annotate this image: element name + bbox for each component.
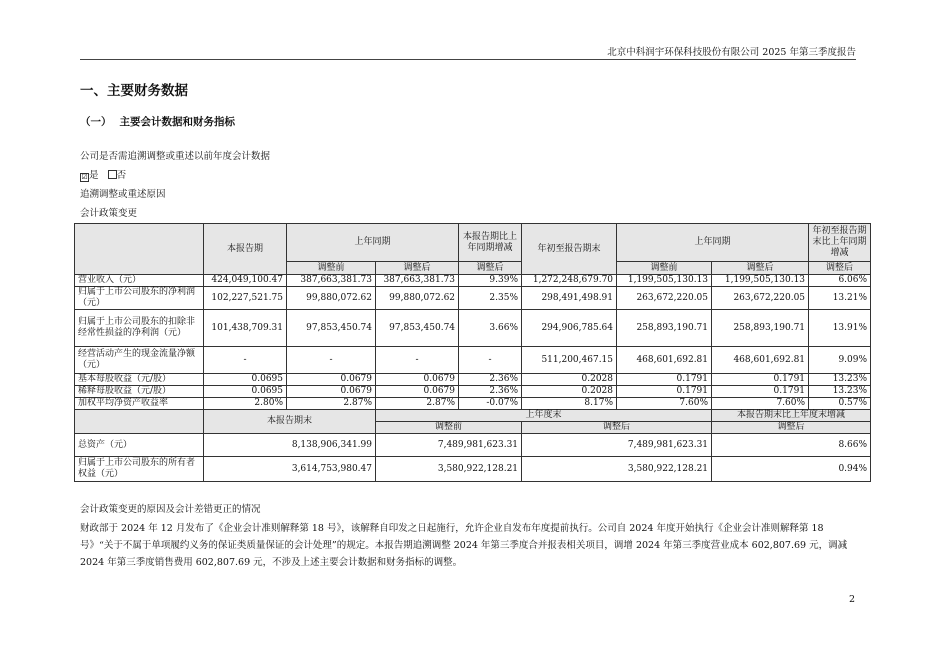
financial-data-table — [74, 223, 871, 482]
cell-ytd-after: 0.1791 — [712, 386, 809, 398]
cell-ytd-change: 9.09% — [809, 347, 871, 374]
cell-prev-before: 2.87% — [287, 398, 376, 410]
cell-prev-before: 99,880,072.62 — [287, 287, 376, 310]
bottom-header-blank — [75, 410, 204, 434]
cell-ytd-after: 1,199,505,130.13 — [712, 275, 809, 287]
checkbox-no — [108, 170, 117, 179]
cell-prev-before: 387,663,381.73 — [287, 275, 376, 287]
cell-period-change: 8.66% — [712, 434, 871, 457]
cell-current: 0.0695 — [204, 374, 287, 386]
cell-current: 102,227,521.75 — [204, 287, 287, 310]
subsection-number: （一） — [80, 116, 112, 128]
cell-change: 2.36% — [459, 386, 522, 398]
cell-ytd-before: 0.1791 — [617, 374, 712, 386]
cell-ytd-before: 468,601,692.81 — [617, 347, 712, 374]
cell-prev-after: 97,853,450.74 — [376, 310, 459, 347]
cell-current: 2.80% — [204, 398, 287, 410]
cell-current: 0.0695 — [204, 386, 287, 398]
retro-question: 公司是否需追溯调整或重述以前年度会计数据 — [80, 151, 271, 162]
sub-header-before: 调整前 — [287, 262, 376, 275]
bottom-sub-header-after: 调整后 — [522, 422, 712, 434]
header-ytd-same: 上年同期 — [617, 224, 809, 262]
cell-ytd-change: 6.06% — [809, 275, 871, 287]
checkbox-yes: ☑ — [81, 173, 88, 181]
cell-ytd-change: 13.23% — [809, 386, 871, 398]
cell-change: 2.36% — [459, 374, 522, 386]
cell-prev-after: - — [376, 347, 459, 374]
row-label: 基本每股收益（元/股） — [75, 374, 204, 386]
header-blank — [75, 224, 204, 275]
cell-ytd-after: 468,601,692.81 — [712, 347, 809, 374]
cell-ytd-before: 258,893,190.71 — [617, 310, 712, 347]
header-same-period: 上年同期 — [287, 224, 459, 262]
cell-prev-before: 97,853,450.74 — [287, 310, 376, 347]
section-title: 一、主要财务数据 — [80, 83, 188, 99]
header-ytd-change: 年初至报告期末比上年同期增减 — [809, 224, 871, 262]
cell-ytd-after: 0.1791 — [712, 374, 809, 386]
cell-prev-before: - — [287, 347, 376, 374]
cell-ytd: 1,272,248,679.70 — [522, 275, 617, 287]
header-rule — [80, 59, 856, 60]
subsection-label: 主要会计数据和财务指标 — [119, 116, 235, 128]
row-label: 归属于上市公司股东的扣除非经常性损益的净利润（元） — [75, 310, 204, 347]
retro-reason-value: 会计政策变更 — [80, 208, 138, 219]
cell-current: 424,049,100.47 — [204, 275, 287, 287]
subsection-title — [80, 114, 235, 129]
bottom-header-last-year-end: 上年度末 — [376, 410, 712, 422]
cell-change: - — [459, 347, 522, 374]
table-row — [75, 374, 871, 386]
cell-ytd: 8.17% — [522, 398, 617, 410]
row-label: 加权平均净资产收益率 — [75, 398, 204, 410]
cell-last-year-before: 7,489,981,623.31 — [376, 434, 522, 457]
table-row — [75, 287, 871, 310]
cell-ytd-before: 263,672,220.05 — [617, 287, 712, 310]
cell-prev-before: 0.0679 — [287, 374, 376, 386]
cell-ytd: 511,200,467.15 — [522, 347, 617, 374]
cell-ytd-before: 7.60% — [617, 398, 712, 410]
report-header: 北京中科润宇环保科技股份有限公司 2025 年第三季度报告 — [607, 47, 856, 58]
cell-last-year-after: 3,580,922,128.21 — [522, 457, 712, 482]
cell-ytd-after: 263,672,220.05 — [712, 287, 809, 310]
row-label: 总资产（元） — [75, 434, 204, 457]
cell-period-end: 8,138,906,341.99 — [204, 434, 376, 457]
cell-ytd: 0.2028 — [522, 374, 617, 386]
table-row — [75, 434, 871, 457]
table-row — [75, 310, 871, 347]
cell-ytd: 294,906,785.64 — [522, 310, 617, 347]
bottom-header-period-end: 本报告期末 — [204, 410, 376, 434]
header-current: 本报告期 — [204, 224, 287, 275]
bottom-sub-header-change-after: 调整后 — [712, 422, 871, 434]
cell-current: 101,438,709.31 — [204, 310, 287, 347]
header-change: 本报告期比上年同期增减 — [459, 224, 522, 262]
table-row — [75, 275, 871, 287]
cell-ytd-change: 13.21% — [809, 287, 871, 310]
cell-ytd-change: 0.57% — [809, 398, 871, 410]
cell-ytd: 298,491,498.91 — [522, 287, 617, 310]
bottom-sub-header-before: 调整前 — [376, 422, 522, 434]
retro-options — [80, 167, 126, 182]
cell-last-year-after: 7,489,981,623.31 — [522, 434, 712, 457]
cell-current: - — [204, 347, 287, 374]
sub-header-ytd-after: 调整后 — [712, 262, 809, 275]
cell-ytd-after: 258,893,190.71 — [712, 310, 809, 347]
row-label: 营业收入（元） — [75, 275, 204, 287]
cell-period-end: 3,614,753,980.47 — [204, 457, 376, 482]
row-label: 经营活动产生的现金流量净额（元） — [75, 347, 204, 374]
cell-change: 3.66% — [459, 310, 522, 347]
cell-change: 2.35% — [459, 287, 522, 310]
cell-prev-after: 99,880,072.62 — [376, 287, 459, 310]
retro-reason-label: 追溯调整或重述原因 — [80, 189, 166, 200]
table-row — [75, 398, 871, 410]
page-number: 2 — [849, 594, 856, 605]
option-no-label: 否 — [116, 170, 127, 181]
cell-ytd-after: 7.60% — [712, 398, 809, 410]
bottom-header-change: 本报告期末比上年度末增减 — [712, 410, 871, 422]
cell-period-change: 0.94% — [712, 457, 871, 482]
table-row — [75, 347, 871, 374]
row-label: 归属于上市公司股东的净利润（元） — [75, 287, 204, 310]
row-label: 归属于上市公司股东的所有者权益（元） — [75, 457, 204, 482]
cell-prev-after: 0.0679 — [376, 374, 459, 386]
sub-header-after-change: 调整后 — [459, 262, 522, 275]
sub-header-ytd-change-after: 调整后 — [809, 262, 871, 275]
cell-prev-after: 0.0679 — [376, 386, 459, 398]
option-yes-label: 是 — [89, 170, 99, 181]
cell-ytd-change: 13.23% — [809, 374, 871, 386]
cell-ytd-before: 0.1791 — [617, 386, 712, 398]
cell-prev-after: 387,663,381.73 — [376, 275, 459, 287]
cell-ytd: 0.2028 — [522, 386, 617, 398]
row-label: 稀释每股收益（元/股） — [75, 386, 204, 398]
cell-change: -0.07% — [459, 398, 522, 410]
footnote-title: 会计政策变更的原因及会计差错更正的情况 — [80, 504, 261, 515]
footnote-paragraph: 财政部于 2024 年 12 月发布了《企业会计准则解释第 18 号》，该解释自印发之日起施行，允许企业自发布年度提前执行。公司自 2024 年度开始执行《企业会计准则解释第 18 号》“关于不属于单项履约义务的保证类质量保证的会计处理”的规定。本报告期追溯调整 2024 年第三季度合并报表相关项目，调增 2024 年第三季度营业成本 602,807.69 元，调减 2024 年第三季度销售费用 602,807.69 元，不涉及上述主要会计数据和财务指标的调整。 — [80, 523, 848, 568]
cell-prev-before: 0.0679 — [287, 386, 376, 398]
cell-ytd-change: 13.91% — [809, 310, 871, 347]
cell-change: 9.39% — [459, 275, 522, 287]
cell-prev-after: 2.87% — [376, 398, 459, 410]
sub-header-after: 调整后 — [376, 262, 459, 275]
cell-ytd-before: 1,199,505,130.13 — [617, 275, 712, 287]
header-ytd: 年初至报告期末 — [522, 224, 617, 275]
sub-header-ytd-before: 调整前 — [617, 262, 712, 275]
table-row — [75, 457, 871, 482]
cell-last-year-before: 3,580,922,128.21 — [376, 457, 522, 482]
table-row — [75, 386, 871, 398]
